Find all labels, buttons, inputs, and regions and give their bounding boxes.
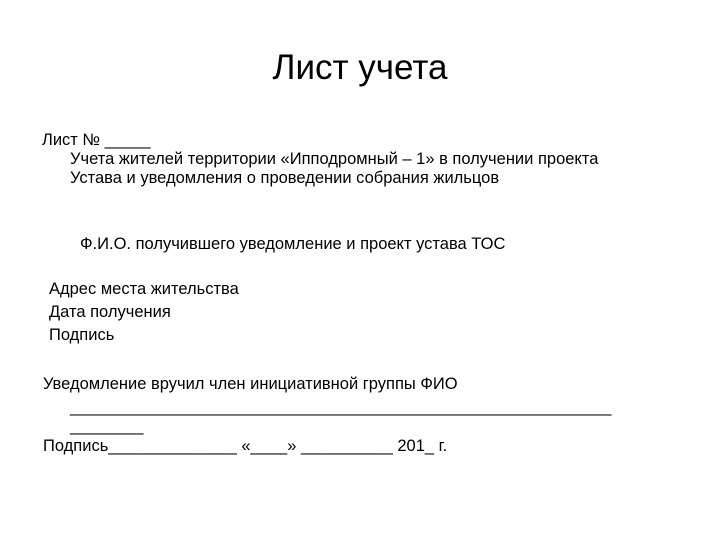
sheet-number-line: Лист № _____ <box>42 131 151 149</box>
notification-line: Уведомление вручил член инициативной группы ФИО <box>43 375 458 393</box>
fio-underline-1: ___________________________________________________________ <box>70 398 612 416</box>
purpose-line-1: Учета жителей территории «Ипподромный – 1» в получении проекта <box>70 150 599 168</box>
signature-date-line: Подпись______________ «____» __________ 201_ г. <box>43 437 448 455</box>
fio-line: Ф.И.О. получившего уведомление и проект устава ТОС <box>80 235 506 253</box>
page-title-text: Лист учета <box>272 48 448 87</box>
page-title <box>0 46 720 90</box>
date-field-label: Дата получения <box>49 303 171 321</box>
signature-field-label: Подпись <box>49 326 115 344</box>
fio-underline-2: ________ <box>70 417 144 435</box>
address-field-label: Адрес места жительства <box>49 280 239 298</box>
purpose-line-2: Устава и уведомления о проведении собрания жильцов <box>70 169 500 187</box>
